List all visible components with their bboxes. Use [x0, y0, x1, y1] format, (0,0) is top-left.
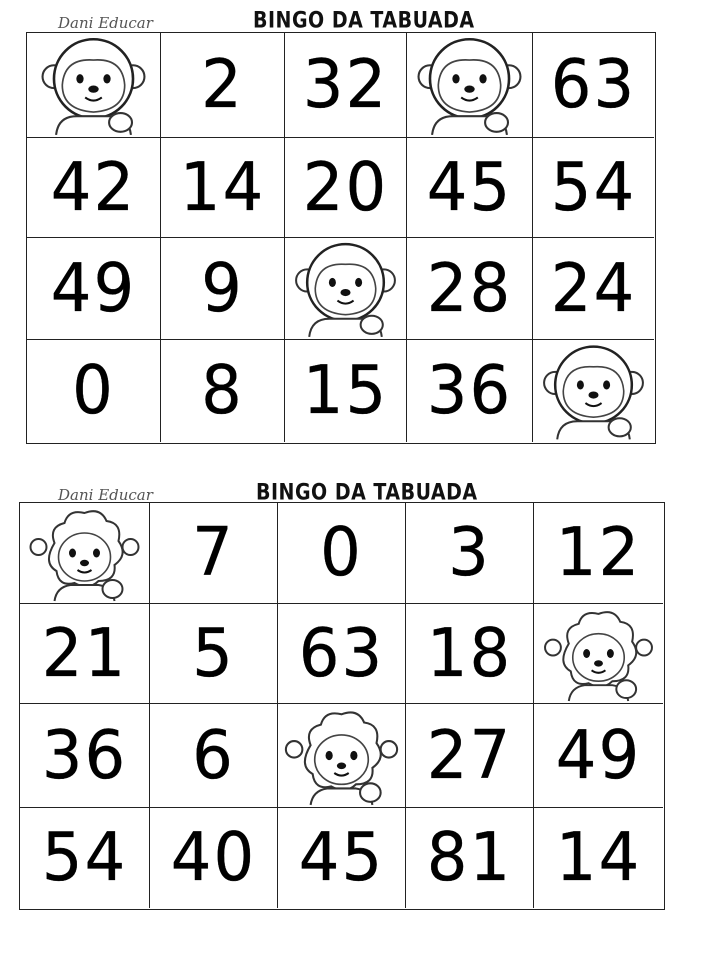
- bingo-number: 45: [426, 148, 513, 227]
- bingo-cell: [161, 138, 285, 238]
- bingo-cell: [406, 503, 534, 604]
- bingo-number: 40: [170, 819, 257, 897]
- bingo-cell: [534, 503, 663, 604]
- bingo-cell: [406, 808, 534, 908]
- bingo-number: 6: [192, 716, 235, 795]
- bingo-cell: [161, 238, 285, 340]
- bingo-cell: [533, 33, 654, 138]
- bingo-cell: [27, 33, 161, 138]
- bingo-number: 45: [298, 819, 385, 897]
- bingo-cell: [27, 138, 161, 238]
- monkey-icon: [27, 33, 160, 137]
- bingo-number: 32: [302, 46, 389, 124]
- bingo-number: 54: [550, 148, 637, 227]
- bingo-cell: [407, 33, 533, 138]
- bingo-cell: [278, 704, 406, 808]
- monkey-icon: [407, 33, 532, 137]
- bingo-number: 14: [179, 148, 266, 227]
- bingo-number: 54: [41, 819, 128, 897]
- bingo-cell: [533, 238, 654, 340]
- bingo-number: 7: [192, 514, 235, 592]
- bingo-number: 20: [302, 148, 389, 227]
- card-title: BINGO DA TABUADA: [253, 8, 475, 34]
- bingo-cell: [20, 704, 150, 808]
- bingo-grid: [26, 32, 656, 444]
- bingo-number: 14: [555, 819, 642, 897]
- bingo-cell: [406, 704, 534, 808]
- bingo-cell: [285, 138, 407, 238]
- bingo-number: 63: [550, 46, 637, 124]
- bingo-cell: [407, 340, 533, 442]
- bingo-cell: [278, 808, 406, 908]
- bingo-number: 0: [320, 514, 363, 592]
- sheep-icon: [20, 503, 149, 603]
- bingo-cell: [150, 704, 278, 808]
- bingo-cell: [27, 238, 161, 340]
- sheep-icon: [534, 604, 663, 703]
- monkey-icon: [285, 238, 406, 339]
- bingo-cell: [534, 704, 663, 808]
- card-title: BINGO DA TABUADA: [256, 480, 478, 506]
- sheep-icon: [278, 704, 405, 807]
- bingo-number: 49: [555, 716, 642, 795]
- watermark: Dani Educar: [58, 486, 153, 504]
- bingo-cell: [20, 604, 150, 704]
- bingo-cell: [161, 340, 285, 442]
- bingo-number: 49: [50, 249, 137, 328]
- bingo-cell: [406, 604, 534, 704]
- bingo-number: 42: [50, 148, 137, 227]
- bingo-cell: [161, 33, 285, 138]
- bingo-number: 2: [201, 46, 244, 124]
- bingo-cell: [20, 503, 150, 604]
- bingo-cell: [407, 138, 533, 238]
- bingo-number: 36: [426, 352, 513, 430]
- bingo-cell: [150, 808, 278, 908]
- bingo-number: 5: [192, 614, 235, 693]
- bingo-grid: [19, 502, 665, 910]
- bingo-number: 27: [426, 716, 513, 795]
- bingo-number: 9: [201, 249, 244, 328]
- bingo-cell: [285, 340, 407, 442]
- bingo-cell: [278, 503, 406, 604]
- bingo-cell: [407, 238, 533, 340]
- bingo-number: 81: [426, 819, 513, 897]
- bingo-cell: [533, 138, 654, 238]
- bingo-cell: [150, 503, 278, 604]
- bingo-number: 36: [41, 716, 128, 795]
- bingo-cell: [534, 808, 663, 908]
- bingo-cell: [27, 340, 161, 442]
- bingo-number: 8: [201, 352, 244, 430]
- bingo-number: 28: [426, 249, 513, 328]
- bingo-number: 15: [302, 352, 389, 430]
- bingo-cell: [278, 604, 406, 704]
- watermark: Dani Educar: [58, 14, 153, 32]
- bingo-number: 0: [72, 352, 115, 430]
- bingo-number: 63: [298, 614, 385, 693]
- bingo-number: 12: [555, 514, 642, 592]
- bingo-cell: [534, 604, 663, 704]
- bingo-number: 24: [550, 249, 637, 328]
- bingo-cell: [285, 33, 407, 138]
- bingo-number: 21: [41, 614, 128, 693]
- bingo-cell: [20, 808, 150, 908]
- bingo-cell: [150, 604, 278, 704]
- bingo-number: 18: [426, 614, 513, 693]
- monkey-icon: [533, 340, 654, 442]
- bingo-cell: [285, 238, 407, 340]
- bingo-cell: [533, 340, 654, 442]
- bingo-number: 3: [448, 514, 491, 592]
